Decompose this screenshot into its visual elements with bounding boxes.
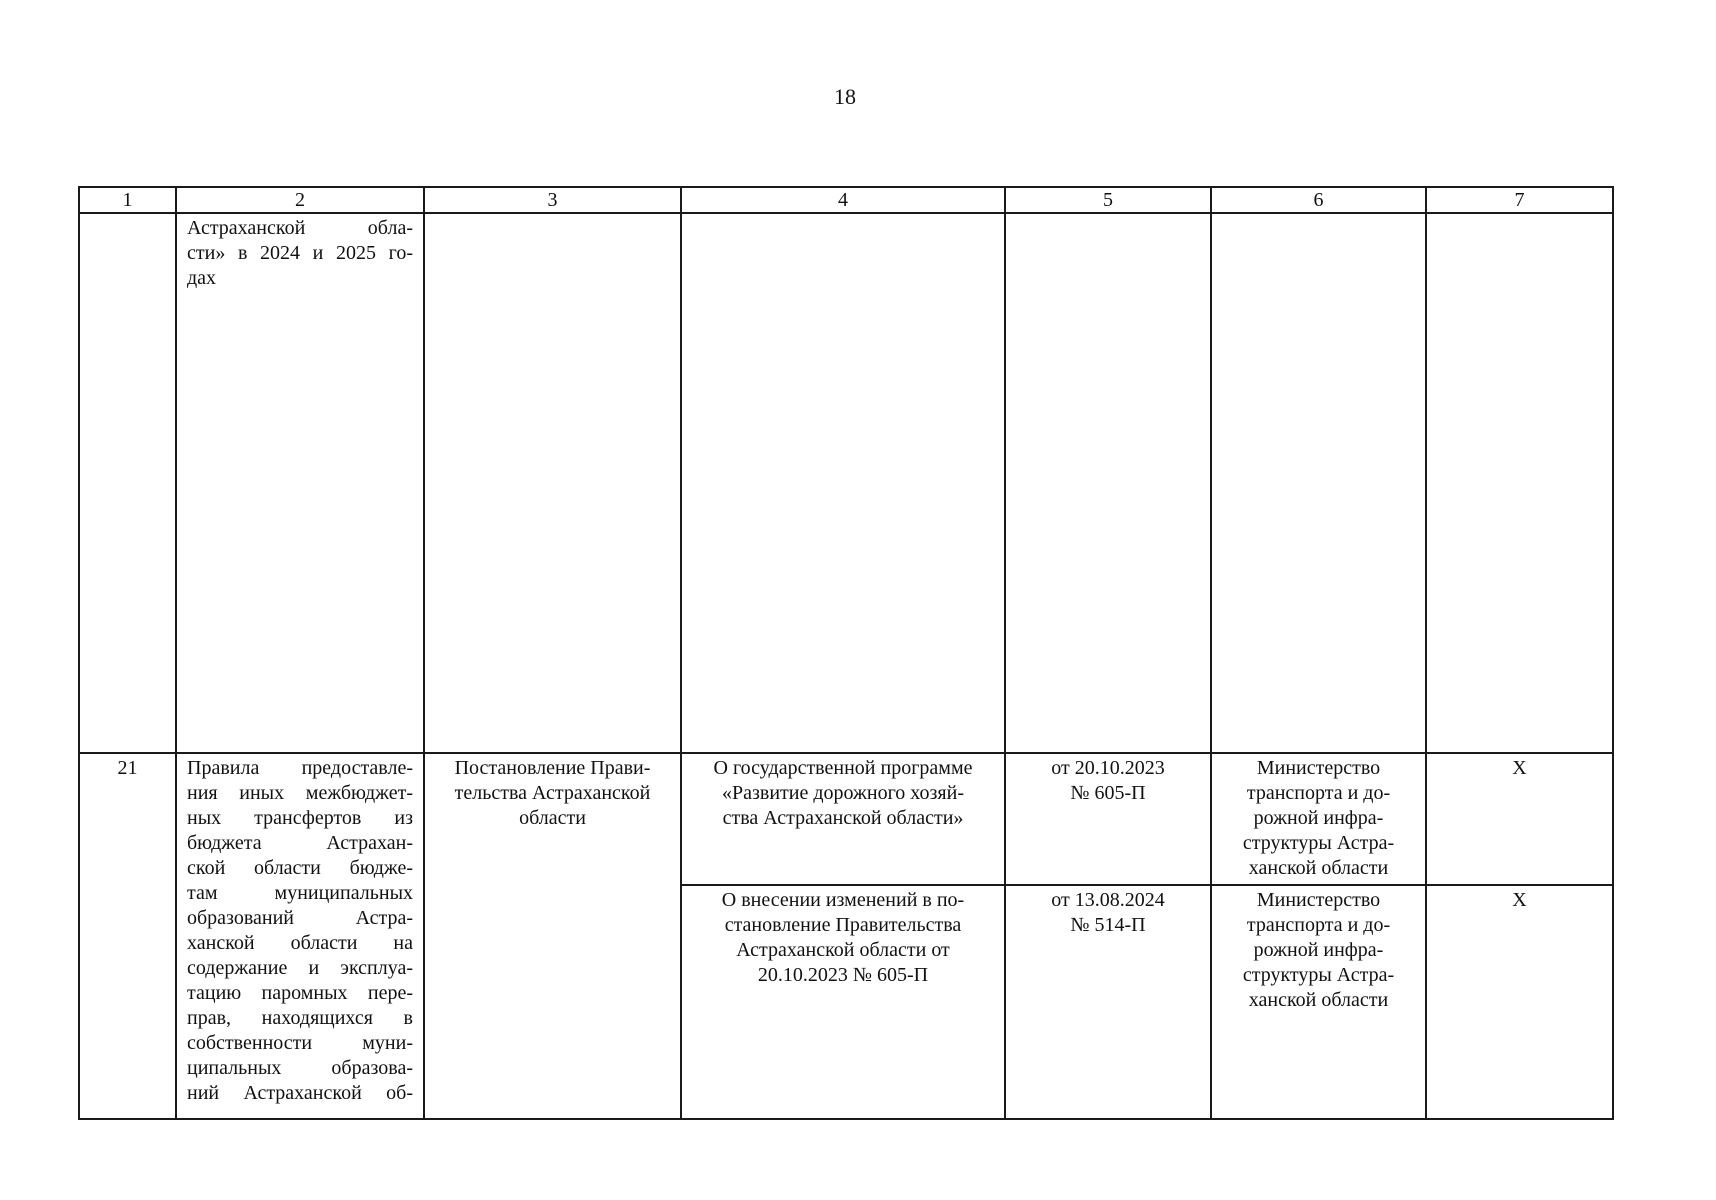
header-cell-4: 4 <box>681 187 1005 213</box>
act-title-text <box>187 756 413 1106</box>
header-cell-7: 7 <box>1426 187 1613 213</box>
text-line: ния иных межбюджет- <box>187 782 413 804</box>
header-row <box>79 187 1613 213</box>
cont-cell-4 <box>681 213 1005 753</box>
cont-cell-6 <box>1211 213 1426 753</box>
text-line: тацию паромных пере- <box>187 982 413 1004</box>
entry-mark: X <box>1426 885 1613 1119</box>
header-cell-1: 1 <box>79 187 176 213</box>
text-line: ний Астраханской об- <box>187 1082 413 1104</box>
table-row-21 <box>79 753 1613 885</box>
continuation-row <box>79 213 1613 753</box>
cont-title-text <box>187 216 413 291</box>
header-cell-6: 6 <box>1211 187 1426 213</box>
row-number: 21 <box>79 753 176 1119</box>
act-type: Постановление Прави- тельства Астраханской области <box>424 753 681 1119</box>
text-line: ской области бюдже- <box>187 857 413 879</box>
text-line: Правила предоставле- <box>187 757 413 779</box>
cont-cell-title <box>176 213 424 753</box>
text-line: образований Астра- <box>187 907 413 929</box>
cont-cell-1 <box>79 213 176 753</box>
text-line: ципальных образова- <box>187 1057 413 1079</box>
entry-name: О внесении изменений в по- становление Правительства Астраханской области от 20.10.2023 № 605-П <box>681 885 1005 1119</box>
entry-date: от 13.08.2024 № 514-П <box>1005 885 1211 1119</box>
text-line: прав, находящихся в <box>187 1007 413 1029</box>
entry-mark: X <box>1426 753 1613 885</box>
text-line: сти» в 2024 и 2025 го- <box>187 242 413 264</box>
cont-cell-3 <box>424 213 681 753</box>
header-cell-3: 3 <box>424 187 681 213</box>
text-line: Астраханской обла- <box>187 217 413 239</box>
text-line: ных трансфертов из <box>187 807 413 829</box>
text-line: дах <box>187 267 217 289</box>
text-line: бюджета Астрахан- <box>187 832 413 854</box>
text-line: там муниципальных <box>187 882 413 904</box>
entry-date: от 20.10.2023 № 605-П <box>1005 753 1211 885</box>
cont-cell-7 <box>1426 213 1613 753</box>
act-title <box>176 753 424 1119</box>
entry-agency: Министерство транспорта и до- рожной инфра- структуры Астра- ханской области <box>1211 885 1426 1119</box>
cont-cell-5 <box>1005 213 1211 753</box>
header-cell-2: 2 <box>176 187 424 213</box>
page-number: 18 <box>834 84 856 109</box>
header-cell-5: 5 <box>1005 187 1211 213</box>
text-line: ханской области на <box>187 932 413 954</box>
register-table <box>78 186 1614 1120</box>
text-line: собственности муни- <box>187 1032 413 1054</box>
entry-name: О государственной программе «Развитие дорожного хозяй- ства Астраханской области» <box>681 753 1005 885</box>
text-line: содержание и эксплуа- <box>187 957 413 979</box>
entry-agency: Министерство транспорта и до- рожной инфра- структуры Астра- ханской области <box>1211 753 1426 885</box>
